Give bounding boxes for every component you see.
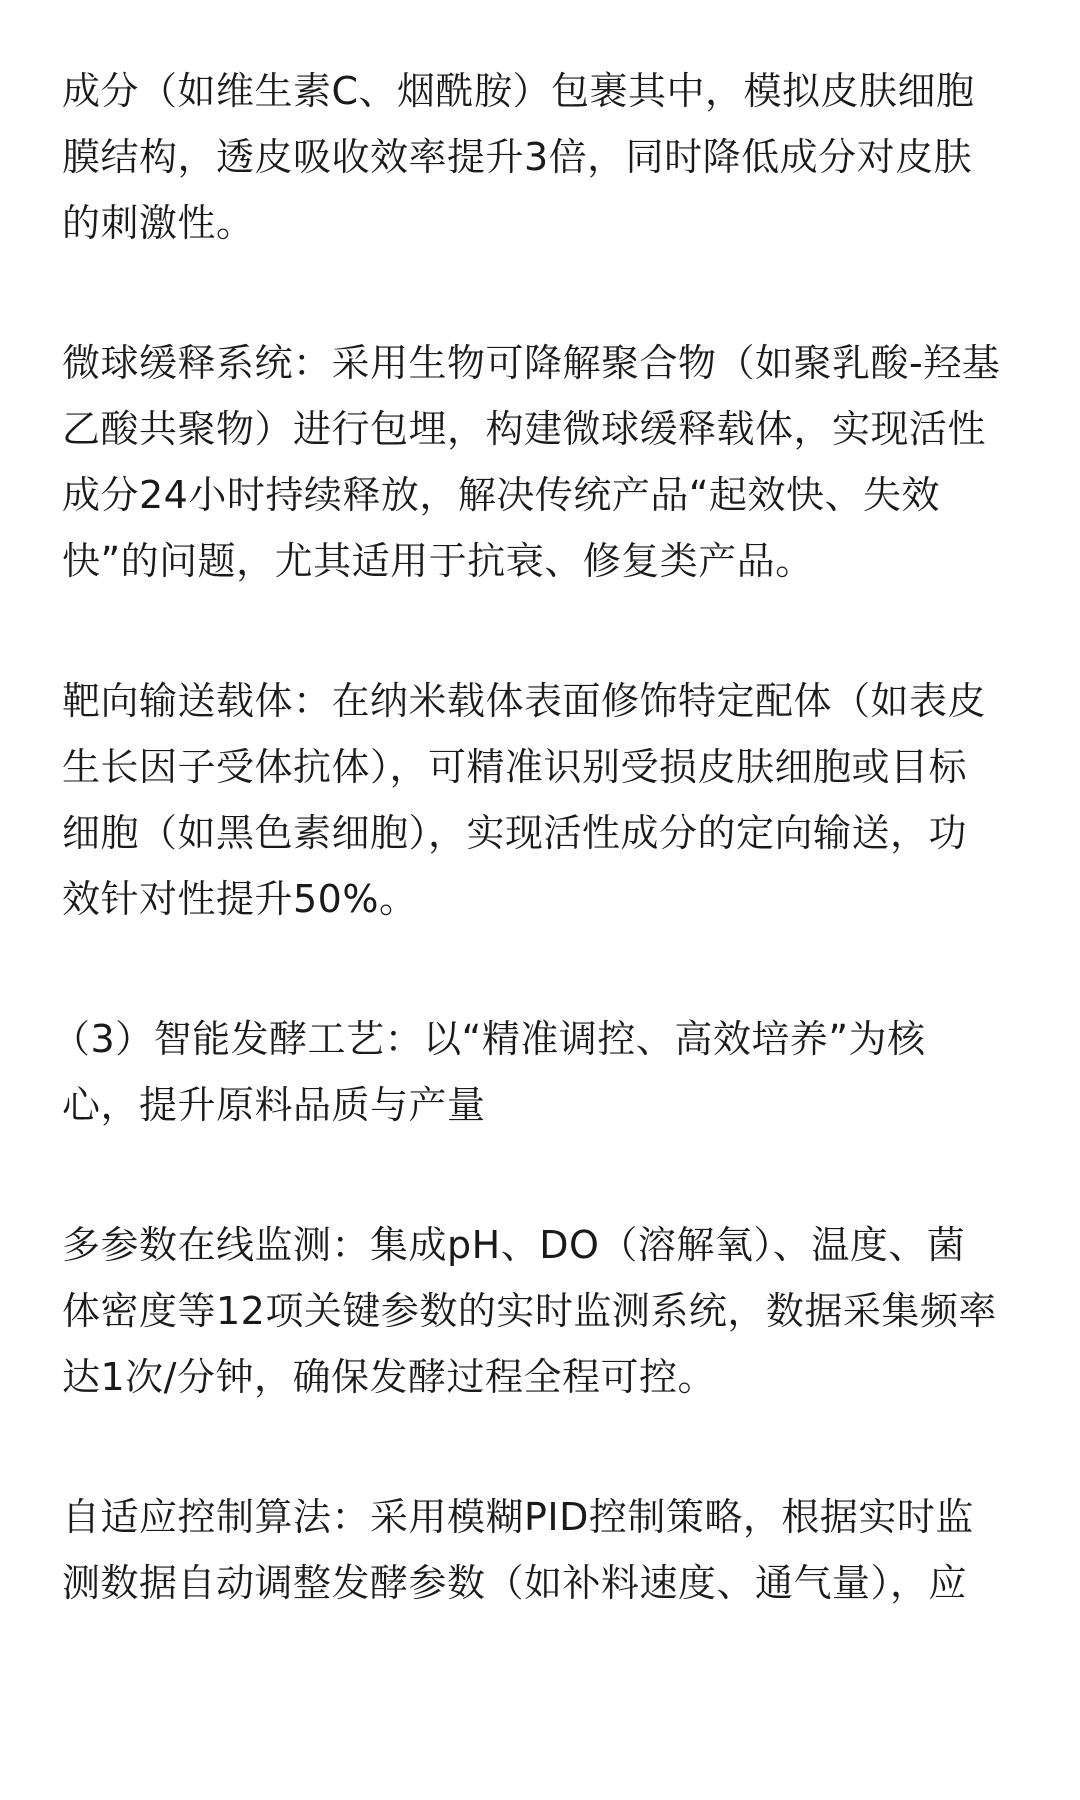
- text-line: 效针对性提升50%。: [62, 877, 418, 921]
- text-line: 细胞（如黑色素细胞），实现活性成分的定向输送，功: [62, 811, 968, 855]
- text-line: 成分（如维生素C、烟酰胺）包裹其中，模拟皮肤细胞: [62, 69, 975, 113]
- text-line: 靶向输送载体：在纳米载体表面修饰特定配体（如表皮: [62, 679, 987, 723]
- text-line: （3）智能发酵工艺：以“精准调控、高效培养”为核: [52, 1017, 926, 1061]
- text-line: 微球缓释系统：采用生物可降解聚合物（如聚乳酸-羟基: [62, 341, 1001, 385]
- text-line: 心，提升原料品质与产量: [62, 1083, 486, 1127]
- paragraph-microsphere-release: [62, 330, 1032, 594]
- text-line: 多参数在线监测：集成pH、DO（溶解氧）、温度、菌: [62, 1223, 966, 1267]
- text-line: 生长因子受体抗体），可精准识别受损皮肤细胞或目标: [62, 745, 968, 789]
- text-line: 体密度等12项关键参数的实时监测系统，数据采集频率: [62, 1289, 997, 1333]
- text-line: 自适应控制算法：采用模糊PID控制策略，根据实时监: [62, 1495, 974, 1539]
- section-heading-fermentation: [52, 1006, 1032, 1138]
- paragraph-liposome-continuation: [62, 58, 1032, 256]
- paragraph-adaptive-control: [62, 1484, 1032, 1616]
- text-line: 测数据自动调整发酵参数（如补料速度、通气量），应: [62, 1561, 968, 1605]
- text-line: 的刺激性。: [62, 201, 255, 245]
- text-line: 快”的问题，尤其适用于抗衰、修复类产品。: [62, 539, 814, 583]
- paragraph-online-monitoring: [62, 1212, 1032, 1410]
- text-line: 达1次/分钟，确保发酵过程全程可控。: [62, 1355, 716, 1399]
- article-body: [52, 58, 1032, 1690]
- text-line: 膜结构，透皮吸收效率提升3倍，同时降低成分对皮肤: [62, 135, 973, 179]
- paragraph-targeted-delivery: [62, 668, 1032, 932]
- text-line: 成分24小时持续释放，解决传统产品“起效快、失效: [62, 473, 941, 517]
- text-line: 乙酸共聚物）进行包埋，构建微球缓释载体，实现活性: [62, 407, 987, 451]
